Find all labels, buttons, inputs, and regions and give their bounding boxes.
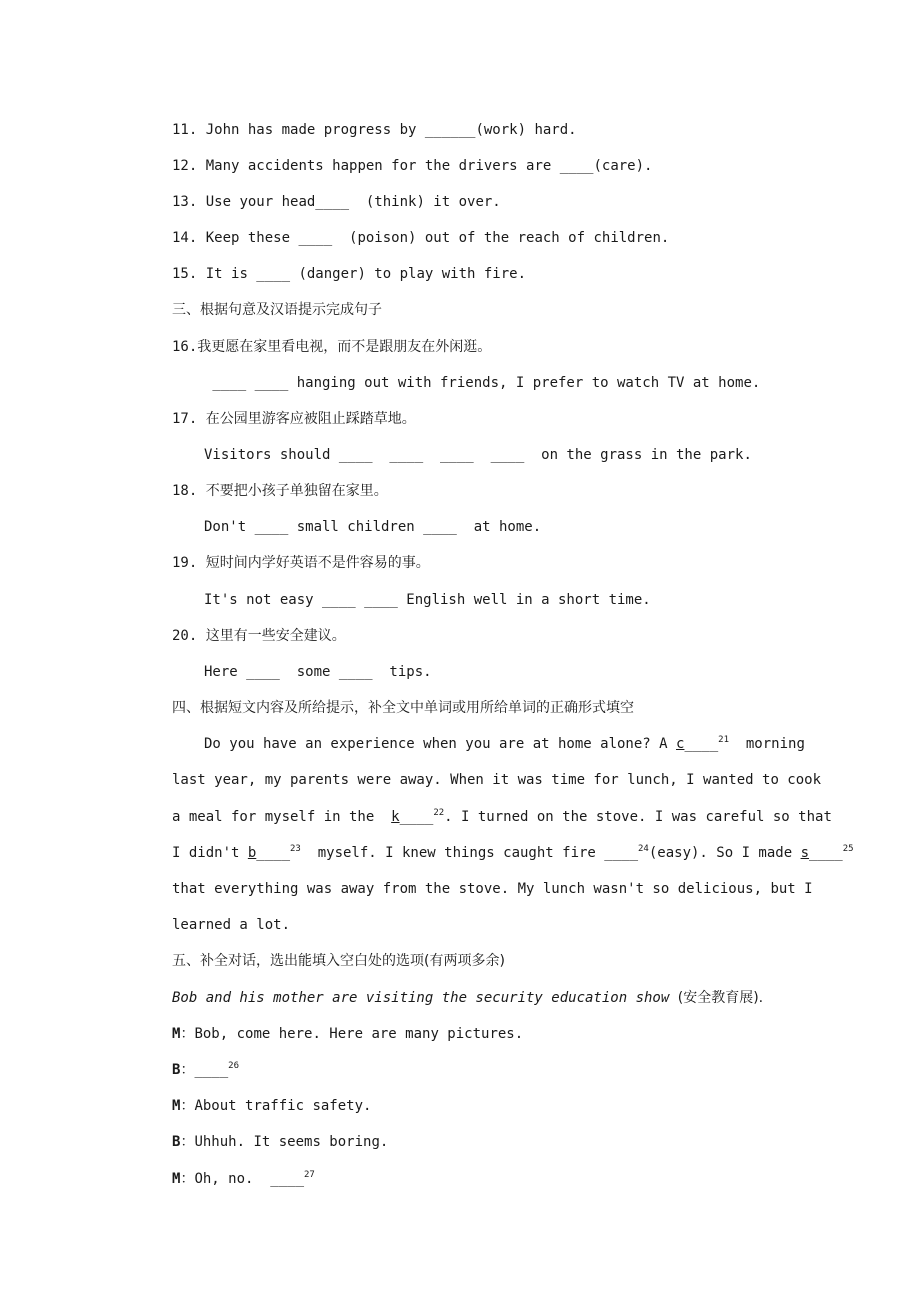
intro-chinese: (安全教育展). (677, 990, 764, 1006)
hint-letter: b (247, 845, 257, 861)
blank-number: 27 (304, 1170, 315, 1180)
question-number: 13. (172, 194, 198, 210)
question-text: Use your head____ (think) it over. (205, 194, 501, 210)
blank: ____ (809, 845, 843, 861)
question-20-cn (172, 626, 346, 646)
passage-line-1 (204, 734, 805, 754)
question-chinese: 短时间内学好英语不是件容易的事。 (205, 555, 430, 571)
separator: ： (180, 1134, 195, 1150)
question-14 (172, 228, 669, 248)
speaker: B (172, 1134, 181, 1150)
question-chinese: 不要把小孩子单独留在家里。 (205, 483, 388, 499)
separator: ： (180, 1062, 195, 1078)
question-number: 17. (172, 411, 198, 427)
speaker: M (172, 1171, 181, 1187)
blank-number: 21 (718, 735, 730, 745)
question-20-en: Here ____ some ____ tips. (204, 664, 432, 680)
question-number: 19. (172, 555, 198, 571)
blank-number: 25 (842, 844, 854, 854)
blank-number: 23 (290, 844, 301, 854)
question-16-cn (172, 337, 491, 357)
passage-text: Do you have an experience when you are at home alone? A (204, 736, 677, 752)
separator: ： (180, 1026, 195, 1042)
question-number: 20. (172, 628, 198, 644)
hint-letter: c (676, 736, 685, 752)
question-17-cn (172, 409, 416, 429)
passage-text: myself. I knew things caught fire ____ (300, 845, 639, 861)
section-3-heading: 三、根据句意及汉语提示完成句子 (172, 302, 382, 318)
question-18-en: Don't ____ small children ____ at home. (204, 519, 542, 535)
passage-line-6: learned a lot. (172, 917, 291, 933)
section-4-heading: 四、根据短文内容及所给提示，补全文中单词或用所给单词的正确形式填空 (172, 700, 634, 716)
hint-letter: s (800, 845, 810, 861)
passage-text: a meal for myself in the (172, 809, 392, 825)
passage-text: morning (729, 736, 805, 752)
question-text: It is ____ (danger) to play with fire. (205, 266, 527, 282)
question-chinese: 我更愿在家里看电视，而不是跟朋友在外闲逛。 (197, 339, 492, 355)
speaker: M (172, 1098, 181, 1114)
question-chinese: 这里有一些安全建议。 (205, 628, 346, 644)
dialog-text: Uhhuh. It seems boring. (194, 1134, 389, 1150)
question-number: 12. (172, 158, 198, 174)
dialog-line-1 (172, 1024, 523, 1044)
section-5-heading: 五、补全对话，选出能填入空白处的选项(有两项多余) (172, 953, 505, 969)
blank: ____ (256, 845, 291, 861)
speaker: B (172, 1062, 181, 1078)
speaker: M (172, 1026, 181, 1042)
blank: ____ (684, 736, 719, 752)
dialog-line-5 (172, 1169, 315, 1189)
question-18-cn (172, 481, 388, 501)
dialog-text: About traffic safety. (194, 1098, 372, 1114)
blank-number: 26 (228, 1061, 239, 1071)
dialog-intro (172, 988, 763, 1008)
dialog-line-4 (172, 1132, 388, 1152)
question-number: 15. (172, 266, 198, 282)
question-11 (172, 120, 577, 140)
hint-letter: k (391, 809, 400, 825)
question-text: Many accidents happen for the drivers are ____(care). (205, 158, 653, 174)
question-16-en: ____ ____ hanging out with friends, I prefer to watch TV at home. (204, 375, 761, 391)
question-19-cn (172, 553, 430, 573)
question-12 (172, 156, 652, 176)
separator: ： (180, 1171, 195, 1187)
question-text: John has made progress by ______(work) hard. (205, 122, 577, 138)
passage-text: . I turned on the stove. I was careful so that (444, 809, 832, 825)
passage-text: (easy). So I made (648, 845, 801, 861)
separator: ： (180, 1098, 195, 1114)
question-text: Keep these ____ (poison) out of the reach of children. (205, 230, 670, 246)
intro-english: Bob and his mother are visiting the security education show (172, 990, 670, 1006)
question-number: 11. (172, 122, 198, 138)
dialog-text: Bob, come here. Here are many pictures. (194, 1026, 524, 1042)
question-number: 18. (172, 483, 198, 499)
question-number: 16. (172, 339, 198, 355)
question-13 (172, 192, 501, 212)
question-17-en: Visitors should ____ ____ ____ ____ on the grass in the park. (204, 447, 752, 463)
dialog-line-2 (172, 1060, 239, 1080)
passage-line-4 (172, 843, 854, 863)
dialog-line-3 (172, 1096, 371, 1116)
blank-number: 22 (433, 808, 445, 818)
question-19-en: It's not easy ____ ____ English well in a short time. (204, 592, 651, 608)
question-number: 14. (172, 230, 198, 246)
blank: ____ (194, 1062, 229, 1078)
question-chinese: 在公园里游客应被阻止踩踏草地。 (205, 411, 416, 427)
passage-text: I didn't (172, 845, 248, 861)
dialog-text: Oh, no. ____ (194, 1171, 305, 1187)
question-15 (172, 264, 526, 284)
blank-number: 24 (638, 844, 649, 854)
passage-line-2: last year, my parents were away. When it was time for lunch, I wanted to cook (172, 772, 822, 788)
passage-line-5: that everything was away from the stove. My lunch wasn't so delicious, but I (172, 881, 813, 897)
passage-line-3 (172, 807, 832, 827)
blank: ____ (399, 809, 434, 825)
